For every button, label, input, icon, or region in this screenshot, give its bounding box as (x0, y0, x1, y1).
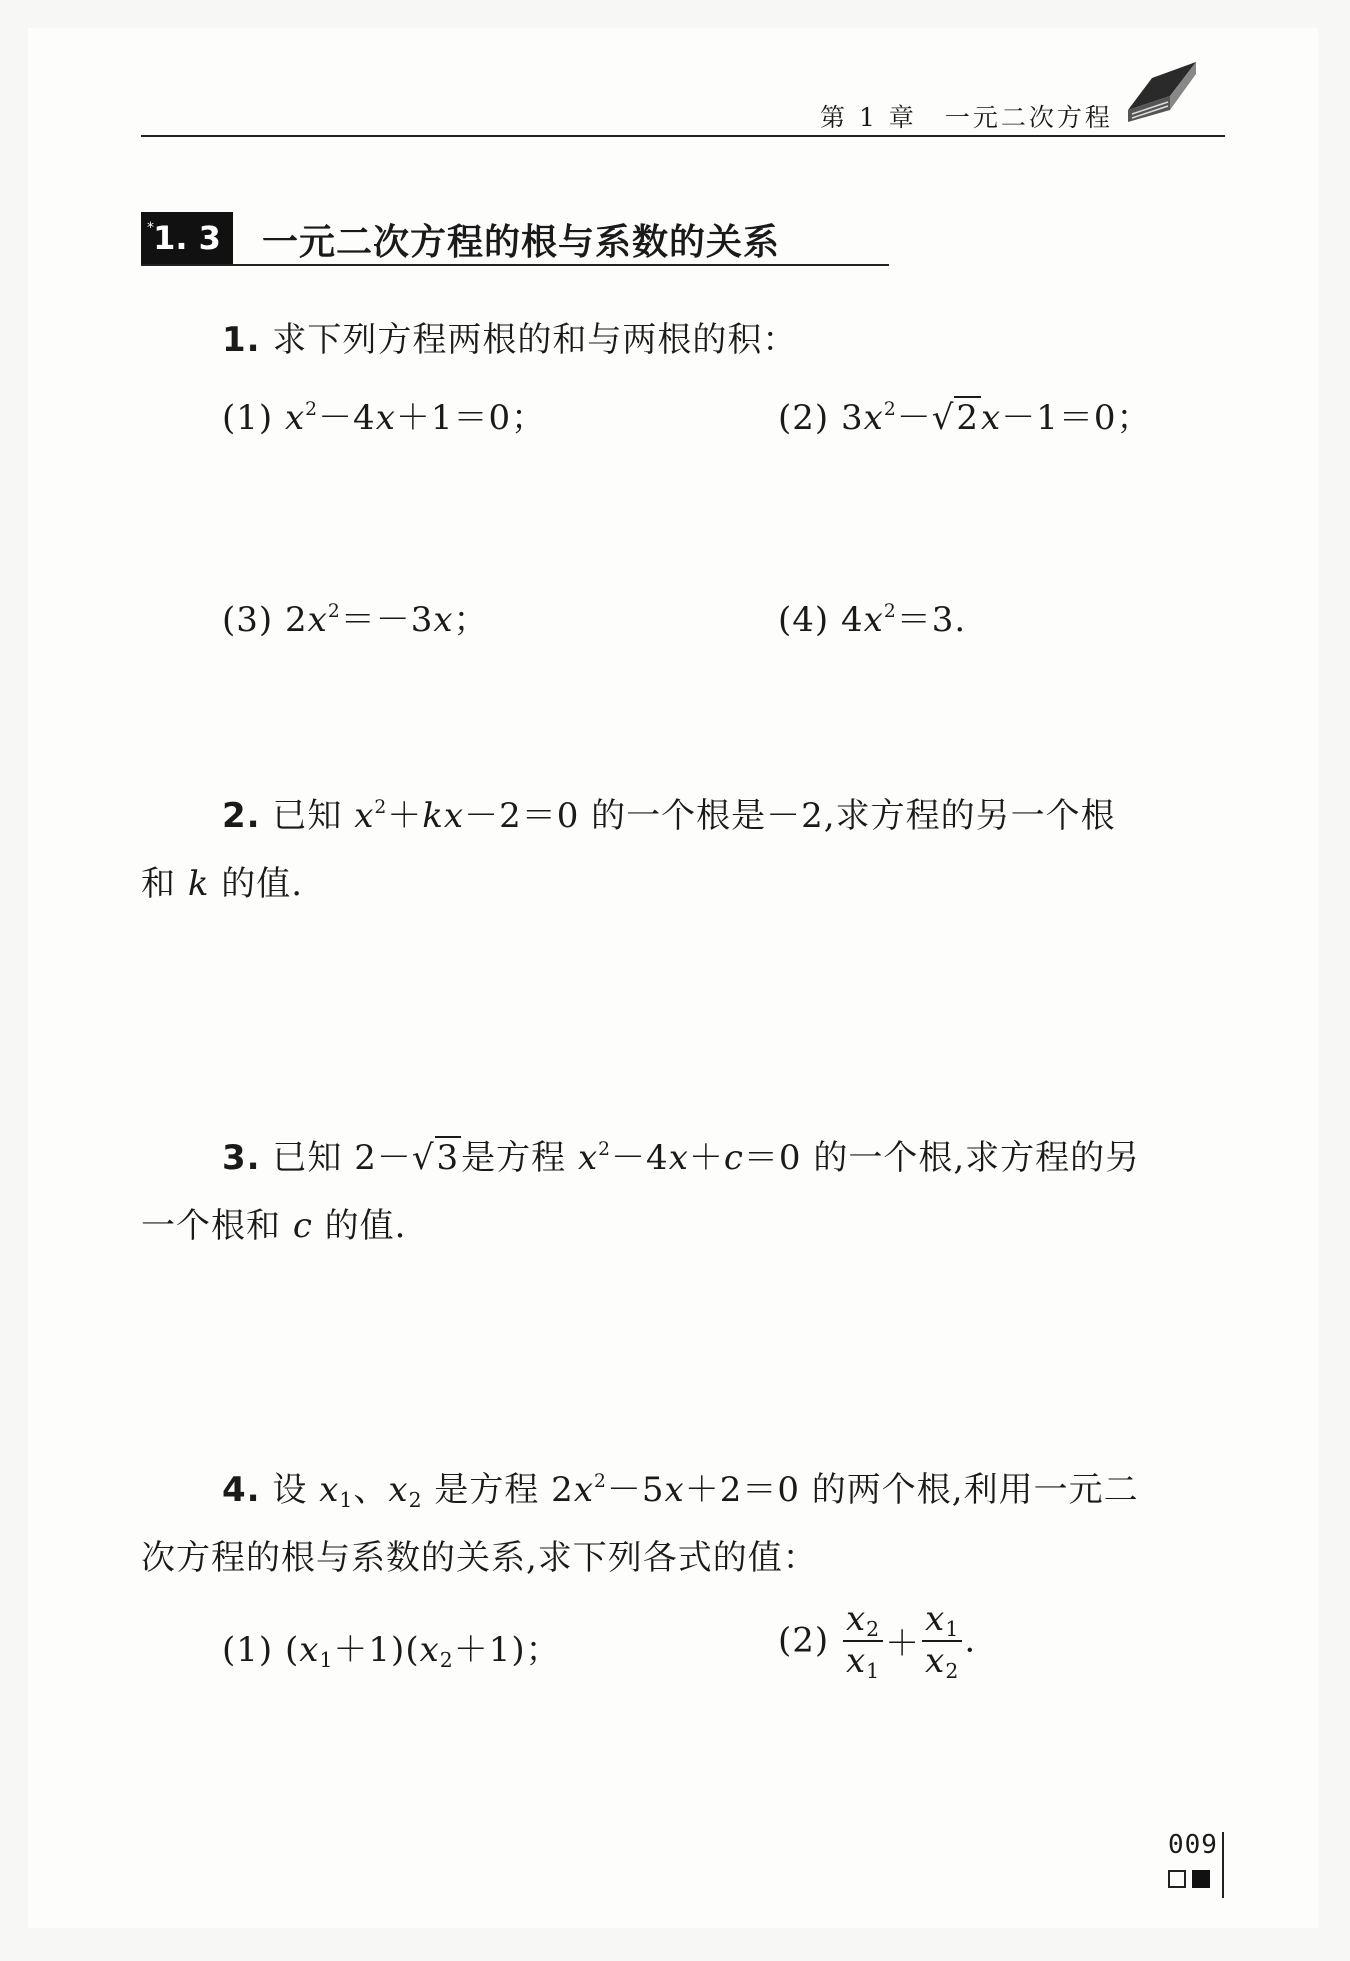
section-number-box (141, 212, 233, 264)
q4-mid: 是方程 2 (434, 1470, 574, 1510)
q4-post: －5 (606, 1470, 665, 1510)
q3-line2 (141, 1198, 406, 1247)
q1-part3-equation: $2x^2=-3x$； (284, 600, 489, 640)
q3-sqrt: √3 (411, 1138, 460, 1178)
q1-part3-label: (3) (222, 600, 274, 640)
q4-fraction-2: $\frac{x_1}{x_2}$ (922, 1602, 962, 1679)
q4-roots: $x_1$、$x_2$ (319, 1470, 423, 1513)
q1-text: 求下列方程两根的和与两根的积： (272, 320, 798, 360)
q4-line1: 4. 设 $x_1$、$x_2$ 是方程 $2x^2-5x+2=0$ 的两个根,利用一元二 (222, 1470, 1139, 1513)
section-rule (141, 264, 889, 266)
q2-line2 (141, 856, 303, 905)
q4-part1-label: (1) (222, 1630, 274, 1670)
running-head (820, 98, 1113, 134)
q2-line2-pre: 和 (141, 864, 176, 904)
q3-post: 的一个根,求方程的另 (813, 1138, 1141, 1178)
q3-line1 (222, 1130, 1140, 1179)
q4-line2-text: 次方程的根与系数的关系,求下列各式的值： (141, 1538, 818, 1578)
header-rule (141, 135, 1225, 137)
section-star: * (147, 220, 154, 236)
q1-number: 1. (222, 320, 261, 360)
q3-equation: $x^2-4x+c=0$ (577, 1138, 802, 1178)
q3-mid: 是方程 (461, 1138, 567, 1178)
q1-stem (222, 312, 797, 361)
q1-part2-equation: $3x^2-√2x-1=0$； (840, 398, 1152, 438)
q3-number: 3. (222, 1138, 261, 1178)
q3-line2-pre: 一个根和 (141, 1206, 281, 1246)
q1-part4-label: (4) (778, 600, 830, 640)
chapter-number: 第 1 章 (820, 103, 917, 132)
q1-part4-equation: $4x^2=3$. (840, 600, 967, 640)
q2-line1 (222, 788, 1116, 837)
q3-pre: 已知 2－ (272, 1138, 412, 1178)
q2-line2-post: 的值. (221, 864, 304, 904)
hollow-square-icon (1168, 1870, 1186, 1888)
q1-part1-label: (1) (222, 398, 274, 438)
q4-part2: (2) $\frac{x_2}{x_1}$ ＋ $\frac{x_1}{x_2}$ . (778, 1599, 977, 1683)
q1-part2-label: (2) (778, 398, 830, 438)
q1-part3 (222, 592, 489, 641)
q3-var-c: c (292, 1206, 313, 1246)
section-title: 一元二次方程的根与系数的关系 (262, 222, 781, 263)
q2-number: 2. (222, 796, 261, 836)
q1-part1 (222, 390, 546, 439)
q4-part2-label: (2) (778, 1620, 830, 1661)
footer-rule (1222, 1832, 1224, 1898)
q4-number: 4. (222, 1470, 261, 1510)
book-icon (1122, 52, 1202, 132)
chapter-title: 一元二次方程 (944, 103, 1113, 132)
q4-part1 (222, 1622, 561, 1671)
q4-fraction-1: $\frac{x_2}{x_1}$ (843, 1602, 883, 1679)
q3-line2-post: 的值. (324, 1206, 407, 1246)
q2-equation: $x^2+kx-2=0$ (354, 796, 580, 836)
q4-pre: 设 (272, 1470, 308, 1510)
q4-part1-expression: $(x_1+1)(x_2+1)$； (284, 1630, 561, 1673)
section-number: 1. 3 (153, 219, 221, 257)
q2-post: 的一个根是－2,求方程的另一个根 (591, 796, 1116, 836)
q4-post2: ＋2＝0 的两个根,利用一元二 (684, 1470, 1139, 1510)
q2-pre: 已知 (272, 796, 343, 836)
q4-line2 (141, 1530, 818, 1579)
q1-part1-equation: $x^2-4x+1=0$； (284, 398, 547, 438)
page-number: 009 (1168, 1830, 1218, 1860)
filled-square-icon (1192, 1870, 1210, 1888)
q2-var-k: k (187, 864, 210, 904)
q1-part2 (778, 390, 1151, 439)
q1-part4 (778, 592, 966, 641)
